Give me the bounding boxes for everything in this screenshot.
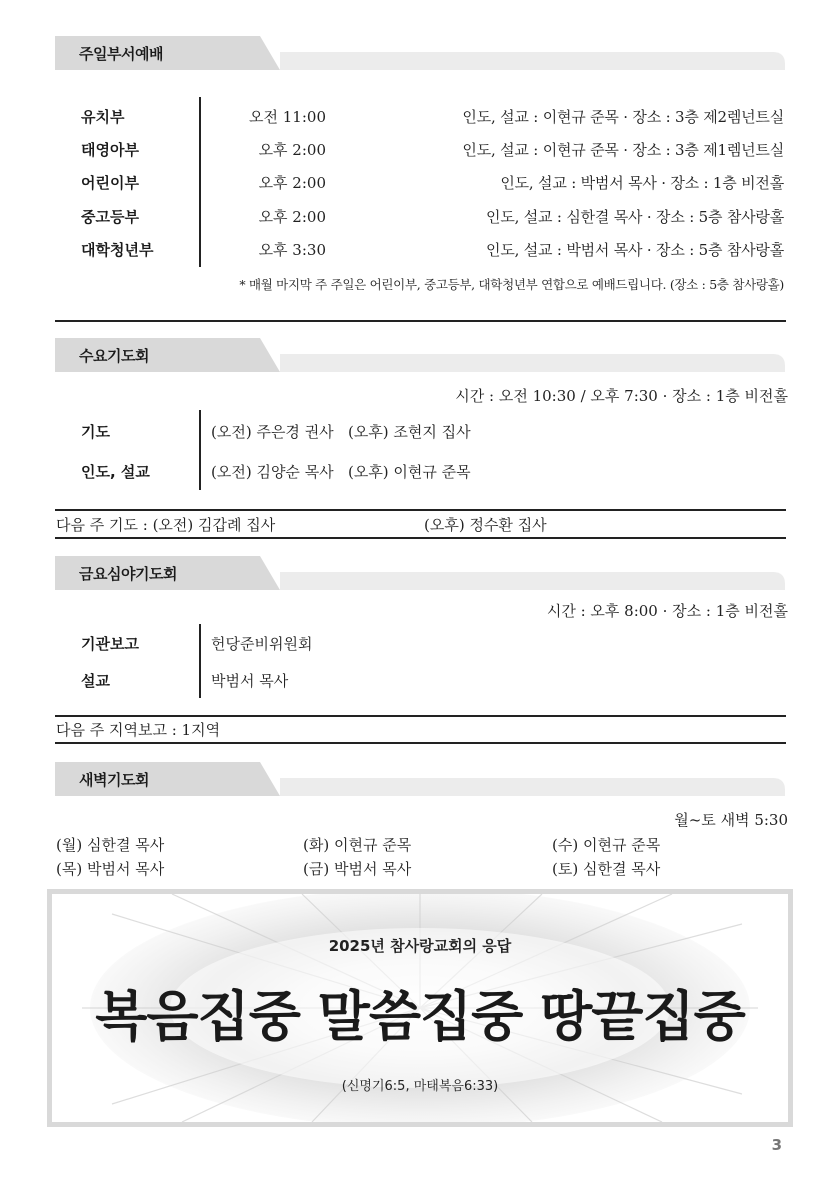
dawn-day: (월) 심한결 목사 (56, 836, 165, 854)
section-divider (55, 320, 786, 322)
dawn-day: (목) 박범서 목사 (56, 860, 165, 878)
dawn-day: (화) 이현규 준목 (303, 836, 412, 854)
wednesday-next-pm: (오후) 정수환 집사 (424, 516, 547, 534)
banner-headline: 복음집중 말씀집중 땅끝집중 (95, 985, 745, 1048)
banner-subtitle: 2025년 참사랑교회의 응답 (328, 937, 512, 955)
service-info: 인도, 설교 : 심한결 목사 · 장소 : 5층 참사랑홀 (486, 208, 784, 226)
dawn-schedule: 월~토 새벽 5:30 (674, 811, 788, 829)
report-label: 기관보고 (81, 635, 139, 653)
section-header-sunday (55, 36, 785, 70)
service-time: 오전 11:00 (249, 108, 326, 126)
section-header-wednesday (55, 338, 785, 372)
service-time: 오후 3:30 (258, 241, 326, 259)
page-number: 3 (771, 1136, 782, 1154)
section-header-shape (55, 36, 785, 70)
section-divider (55, 509, 786, 511)
prayer-value: (오전) 주은경 권사 (오후) 조현지 집사 (211, 423, 471, 441)
section-header-shape (55, 762, 785, 796)
service-info: 인도, 설교 : 박범서 목사 · 장소 : 5층 참사랑홀 (486, 241, 784, 259)
divider-vertical (199, 410, 201, 490)
banner-reference: (신명기6:5, 마태복음6:33) (341, 1079, 499, 1094)
dept-name: 대학청년부 (81, 241, 154, 259)
lead-label: 인도, 설교 (81, 463, 150, 481)
dept-name: 태영아부 (81, 141, 139, 159)
section-header-friday (55, 556, 785, 590)
service-time: 오후 2:00 (258, 208, 326, 226)
sunday-note: * 매월 마지막 주 주일은 어린이부, 중고등부, 대학청년부 연합으로 예배드립니다. (장소 : 5층 참사랑홀) (239, 277, 784, 292)
motto-banner (47, 889, 793, 1127)
wednesday-schedule: 시간 : 오전 10:30 / 오후 7:30 · 장소 : 1층 비전홀 (455, 387, 788, 405)
service-info: 인도, 설교 : 박범서 목사 · 장소 : 1층 비전홀 (500, 174, 784, 192)
sermon-value: 박범서 목사 (211, 672, 289, 690)
service-info: 인도, 설교 : 이현규 준목 · 장소 : 3층 제1렘넌트실 (462, 141, 784, 159)
dawn-day: (토) 심한결 목사 (552, 860, 661, 878)
divider-vertical (199, 624, 201, 698)
friday-next: 다음 주 지역보고 : 1지역 (56, 721, 221, 739)
dawn-day: (금) 박범서 목사 (303, 860, 412, 878)
service-time: 오후 2:00 (258, 141, 326, 159)
dept-name: 유치부 (81, 108, 125, 126)
section-title: 주일부서예배 (79, 45, 163, 63)
section-header-dawn (55, 762, 785, 796)
friday-schedule: 시간 : 오후 8:00 · 장소 : 1층 비전홀 (546, 602, 788, 620)
report-value: 헌당준비위원회 (211, 635, 313, 653)
section-header-shape (55, 338, 785, 372)
wednesday-next-am: 다음 주 기도 : (오전) 김갑례 집사 (56, 516, 276, 534)
service-time: 오후 2:00 (258, 174, 326, 192)
section-divider (55, 715, 786, 717)
prayer-label: 기도 (81, 423, 110, 441)
lead-value: (오전) 김양순 목사 (오후) 이현규 준목 (211, 463, 471, 481)
section-divider (55, 537, 786, 539)
section-title: 수요기도회 (79, 347, 149, 365)
dept-name: 어린이부 (81, 174, 139, 192)
service-info: 인도, 설교 : 이현규 준목 · 장소 : 3층 제2렘넌트실 (462, 108, 784, 126)
divider-vertical (199, 97, 201, 267)
section-title: 금요심야기도회 (79, 565, 177, 583)
dept-name: 중고등부 (81, 208, 139, 226)
section-title: 새벽기도회 (79, 771, 149, 789)
section-divider (55, 742, 786, 744)
sermon-label: 설교 (81, 672, 110, 690)
dawn-day: (수) 이현규 준목 (552, 836, 661, 854)
